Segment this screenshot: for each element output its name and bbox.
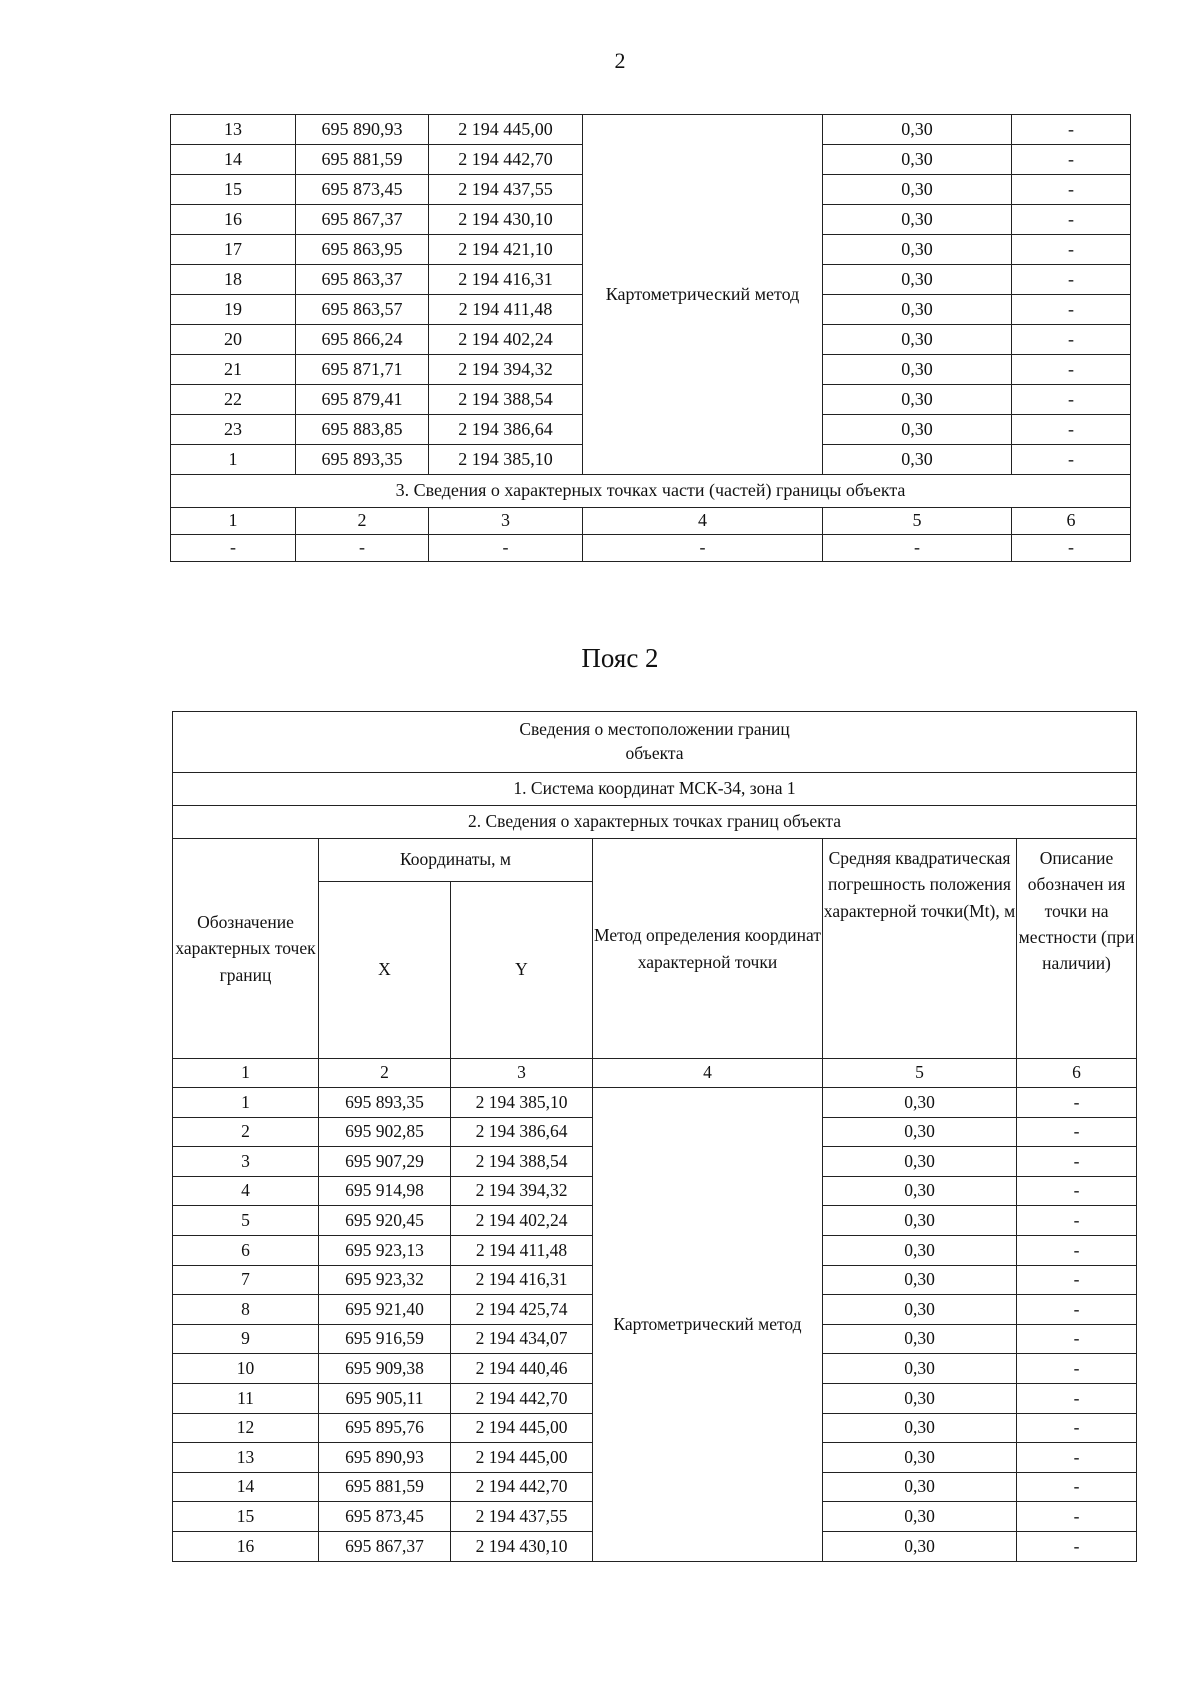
coord-y: 2 194 442,70	[451, 1472, 593, 1502]
method-cell: Картометрический метод	[583, 115, 823, 475]
coord-y: 2 194 416,31	[429, 265, 583, 295]
header-designation: Обозначение характерных точек границ	[173, 839, 319, 1059]
description-value: -	[1017, 1088, 1137, 1118]
description-value: -	[1017, 1502, 1137, 1532]
coord-y: 2 194 442,70	[451, 1383, 593, 1413]
coord-y: 2 194 411,48	[429, 295, 583, 325]
coord-x: 695 914,98	[319, 1176, 451, 1206]
section3-title: 3. Сведения о характерных точках части (частей) границы объекта	[171, 475, 1131, 508]
mt-value: 0,30	[823, 1472, 1017, 1502]
description-value: -	[1017, 1117, 1137, 1147]
description-value: -	[1017, 1147, 1137, 1177]
description-value: -	[1012, 385, 1131, 415]
coord-x: 695 883,85	[296, 415, 429, 445]
column-number: 3	[451, 1059, 593, 1088]
description-value: -	[1017, 1324, 1137, 1354]
mt-value: 0,30	[823, 1117, 1017, 1147]
header-method: Метод определения координат характерной точки	[593, 839, 823, 1059]
coord-y: 2 194 388,54	[429, 385, 583, 415]
point-number: 12	[173, 1413, 319, 1443]
coord-y: 2 194 386,64	[429, 415, 583, 445]
coord-y: 2 194 402,24	[451, 1206, 593, 1236]
description-value: -	[1017, 1472, 1137, 1502]
coord-x: 695 909,38	[319, 1354, 451, 1384]
coord-y: 2 194 416,31	[451, 1265, 593, 1295]
header-y: Y	[451, 882, 593, 1059]
coord-x: 695 893,35	[296, 445, 429, 475]
mt-value: 0,30	[823, 385, 1012, 415]
point-number: 13	[171, 115, 296, 145]
coord-x: 695 879,41	[296, 385, 429, 415]
point-number: 3	[173, 1147, 319, 1177]
point-number: 8	[173, 1295, 319, 1325]
description-value: -	[1012, 325, 1131, 355]
dash-cell: -	[823, 535, 1012, 562]
description-value: -	[1017, 1176, 1137, 1206]
coord-y: 2 194 437,55	[451, 1502, 593, 1532]
dash-cell: -	[429, 535, 583, 562]
mt-value: 0,30	[823, 445, 1012, 475]
coord-x: 695 921,40	[319, 1295, 451, 1325]
point-number: 2	[173, 1117, 319, 1147]
column-number: 3	[429, 508, 583, 535]
coord-x: 695 890,93	[319, 1443, 451, 1473]
mt-value: 0,30	[823, 1324, 1017, 1354]
coord-x: 695 907,29	[319, 1147, 451, 1177]
description-value: -	[1017, 1354, 1137, 1384]
mt-value: 0,30	[823, 1531, 1017, 1561]
description-value: -	[1017, 1413, 1137, 1443]
mt-value: 0,30	[823, 115, 1012, 145]
column-number: 2	[296, 508, 429, 535]
description-value: -	[1017, 1383, 1137, 1413]
point-number: 6	[173, 1235, 319, 1265]
coord-y: 2 194 430,10	[429, 205, 583, 235]
coord-x: 695 920,45	[319, 1206, 451, 1236]
column-number: 4	[593, 1059, 823, 1088]
column-number: 5	[823, 508, 1012, 535]
mt-value: 0,30	[823, 145, 1012, 175]
coord-y: 2 194 402,24	[429, 325, 583, 355]
point-number: 16	[171, 205, 296, 235]
mt-value: 0,30	[823, 1235, 1017, 1265]
coord-x: 695 881,59	[319, 1472, 451, 1502]
coord-y: 2 194 430,10	[451, 1531, 593, 1561]
column-number: 4	[583, 508, 823, 535]
mt-value: 0,30	[823, 1443, 1017, 1473]
coord-y: 2 194 425,74	[451, 1295, 593, 1325]
mt-value: 0,30	[823, 1295, 1017, 1325]
mt-value: 0,30	[823, 205, 1012, 235]
coord-y: 2 194 385,10	[451, 1088, 593, 1118]
point-number: 13	[173, 1443, 319, 1473]
table-title	[173, 712, 1137, 773]
table-title-line2: объекта	[625, 743, 684, 763]
mt-value: 0,30	[823, 1354, 1017, 1384]
coord-x: 695 881,59	[296, 145, 429, 175]
coord-x: 695 905,11	[319, 1383, 451, 1413]
description-value: -	[1012, 205, 1131, 235]
table-title-line1: Сведения о местоположении границ	[519, 719, 790, 740]
table-row	[173, 1088, 1137, 1118]
coord-x: 695 867,37	[319, 1531, 451, 1561]
point-number: 9	[173, 1324, 319, 1354]
column-number: 6	[1012, 508, 1131, 535]
point-number: 15	[173, 1502, 319, 1532]
coord-x: 695 873,45	[296, 175, 429, 205]
coord-x: 695 893,35	[319, 1088, 451, 1118]
header-x: X	[319, 882, 451, 1059]
coord-y: 2 194 388,54	[451, 1147, 593, 1177]
coord-x: 695 863,57	[296, 295, 429, 325]
coord-x: 695 867,37	[296, 205, 429, 235]
description-value: -	[1017, 1235, 1137, 1265]
point-number: 1	[171, 445, 296, 475]
method-cell: Картометрический метод	[593, 1088, 823, 1562]
description-value: -	[1017, 1443, 1137, 1473]
mt-value: 0,30	[823, 1176, 1017, 1206]
coord-y: 2 194 445,00	[451, 1413, 593, 1443]
coord-x: 695 902,85	[319, 1117, 451, 1147]
description-value: -	[1012, 175, 1131, 205]
coord-y: 2 194 421,10	[429, 235, 583, 265]
mt-value: 0,30	[823, 1502, 1017, 1532]
mt-value: 0,30	[823, 175, 1012, 205]
point-number: 23	[171, 415, 296, 445]
page-number: 2	[614, 48, 626, 73]
coord-x: 695 890,93	[296, 115, 429, 145]
description-value: -	[1017, 1265, 1137, 1295]
point-number: 18	[171, 265, 296, 295]
point-number: 10	[173, 1354, 319, 1384]
mt-value: 0,30	[823, 1206, 1017, 1236]
mt-value: 0,30	[823, 1383, 1017, 1413]
coord-x: 695 916,59	[319, 1324, 451, 1354]
description-value: -	[1017, 1206, 1137, 1236]
description-value: -	[1012, 115, 1131, 145]
point-number: 19	[171, 295, 296, 325]
column-number: 1	[171, 508, 296, 535]
point-number: 17	[171, 235, 296, 265]
table-row	[171, 115, 1131, 145]
coord-y: 2 194 440,46	[451, 1354, 593, 1384]
mt-value: 0,30	[823, 1413, 1017, 1443]
column-number: 5	[823, 1059, 1017, 1088]
column-number: 1	[173, 1059, 319, 1088]
dash-cell: -	[1012, 535, 1131, 562]
mt-value: 0,30	[823, 1265, 1017, 1295]
point-number: 4	[173, 1176, 319, 1206]
description-value: -	[1012, 415, 1131, 445]
coord-y: 2 194 411,48	[451, 1235, 593, 1265]
mt-value: 0,30	[823, 235, 1012, 265]
point-number: 14	[171, 145, 296, 175]
coord-y: 2 194 386,64	[451, 1117, 593, 1147]
mt-value: 0,30	[823, 1088, 1017, 1118]
coord-y: 2 194 394,32	[429, 355, 583, 385]
dash-cell: -	[296, 535, 429, 562]
point-number: 5	[173, 1206, 319, 1236]
mt-value: 0,30	[823, 265, 1012, 295]
mt-value: 0,30	[823, 415, 1012, 445]
description-value: -	[1017, 1531, 1137, 1561]
point-number: 16	[173, 1531, 319, 1561]
description-value: -	[1012, 445, 1131, 475]
coord-x: 695 873,45	[319, 1502, 451, 1532]
coord-x: 695 923,32	[319, 1265, 451, 1295]
dash-cell: -	[583, 535, 823, 562]
coord-y: 2 194 442,70	[429, 145, 583, 175]
mt-value: 0,30	[823, 325, 1012, 355]
point-number: 22	[171, 385, 296, 415]
point-number: 11	[173, 1383, 319, 1413]
coord-y: 2 194 445,00	[451, 1443, 593, 1473]
coordinate-system: 1. Система координат МСК-34, зона 1	[173, 773, 1137, 806]
description-value: -	[1012, 295, 1131, 325]
coord-y: 2 194 434,07	[451, 1324, 593, 1354]
description-value: -	[1012, 355, 1131, 385]
coord-y: 2 194 437,55	[429, 175, 583, 205]
header-coordinates: Координаты, м	[319, 839, 593, 882]
point-number: 21	[171, 355, 296, 385]
mt-value: 0,30	[823, 1147, 1017, 1177]
description-value: -	[1012, 145, 1131, 175]
description-value: -	[1017, 1295, 1137, 1325]
column-number: 6	[1017, 1059, 1137, 1088]
header-description: Описание обозначен ия точки на местности (при наличии)	[1017, 839, 1137, 1059]
description-value: -	[1012, 265, 1131, 295]
mt-value: 0,30	[823, 295, 1012, 325]
column-number: 2	[319, 1059, 451, 1088]
point-number: 15	[171, 175, 296, 205]
zone2-coordinates-table	[172, 711, 1137, 1562]
coord-x: 695 863,95	[296, 235, 429, 265]
coord-x: 695 895,76	[319, 1413, 451, 1443]
coord-x: 695 866,24	[296, 325, 429, 355]
top-coordinates-table	[170, 114, 1131, 562]
coord-y: 2 194 445,00	[429, 115, 583, 145]
header-mt: Средняя квадратическая погрешность положения характерной точки(Mt), м	[823, 839, 1017, 1059]
point-number: 14	[173, 1472, 319, 1502]
point-number: 20	[171, 325, 296, 355]
point-number: 7	[173, 1265, 319, 1295]
coord-x: 695 863,37	[296, 265, 429, 295]
point-number: 1	[173, 1088, 319, 1118]
coord-x: 695 871,71	[296, 355, 429, 385]
dash-cell: -	[171, 535, 296, 562]
coord-y: 2 194 385,10	[429, 445, 583, 475]
coord-y: 2 194 394,32	[451, 1176, 593, 1206]
description-value: -	[1012, 235, 1131, 265]
points-section-title: 2. Сведения о характерных точках границ объекта	[173, 806, 1137, 839]
zone-title: Пояс 2	[581, 643, 659, 673]
mt-value: 0,30	[823, 355, 1012, 385]
coord-x: 695 923,13	[319, 1235, 451, 1265]
